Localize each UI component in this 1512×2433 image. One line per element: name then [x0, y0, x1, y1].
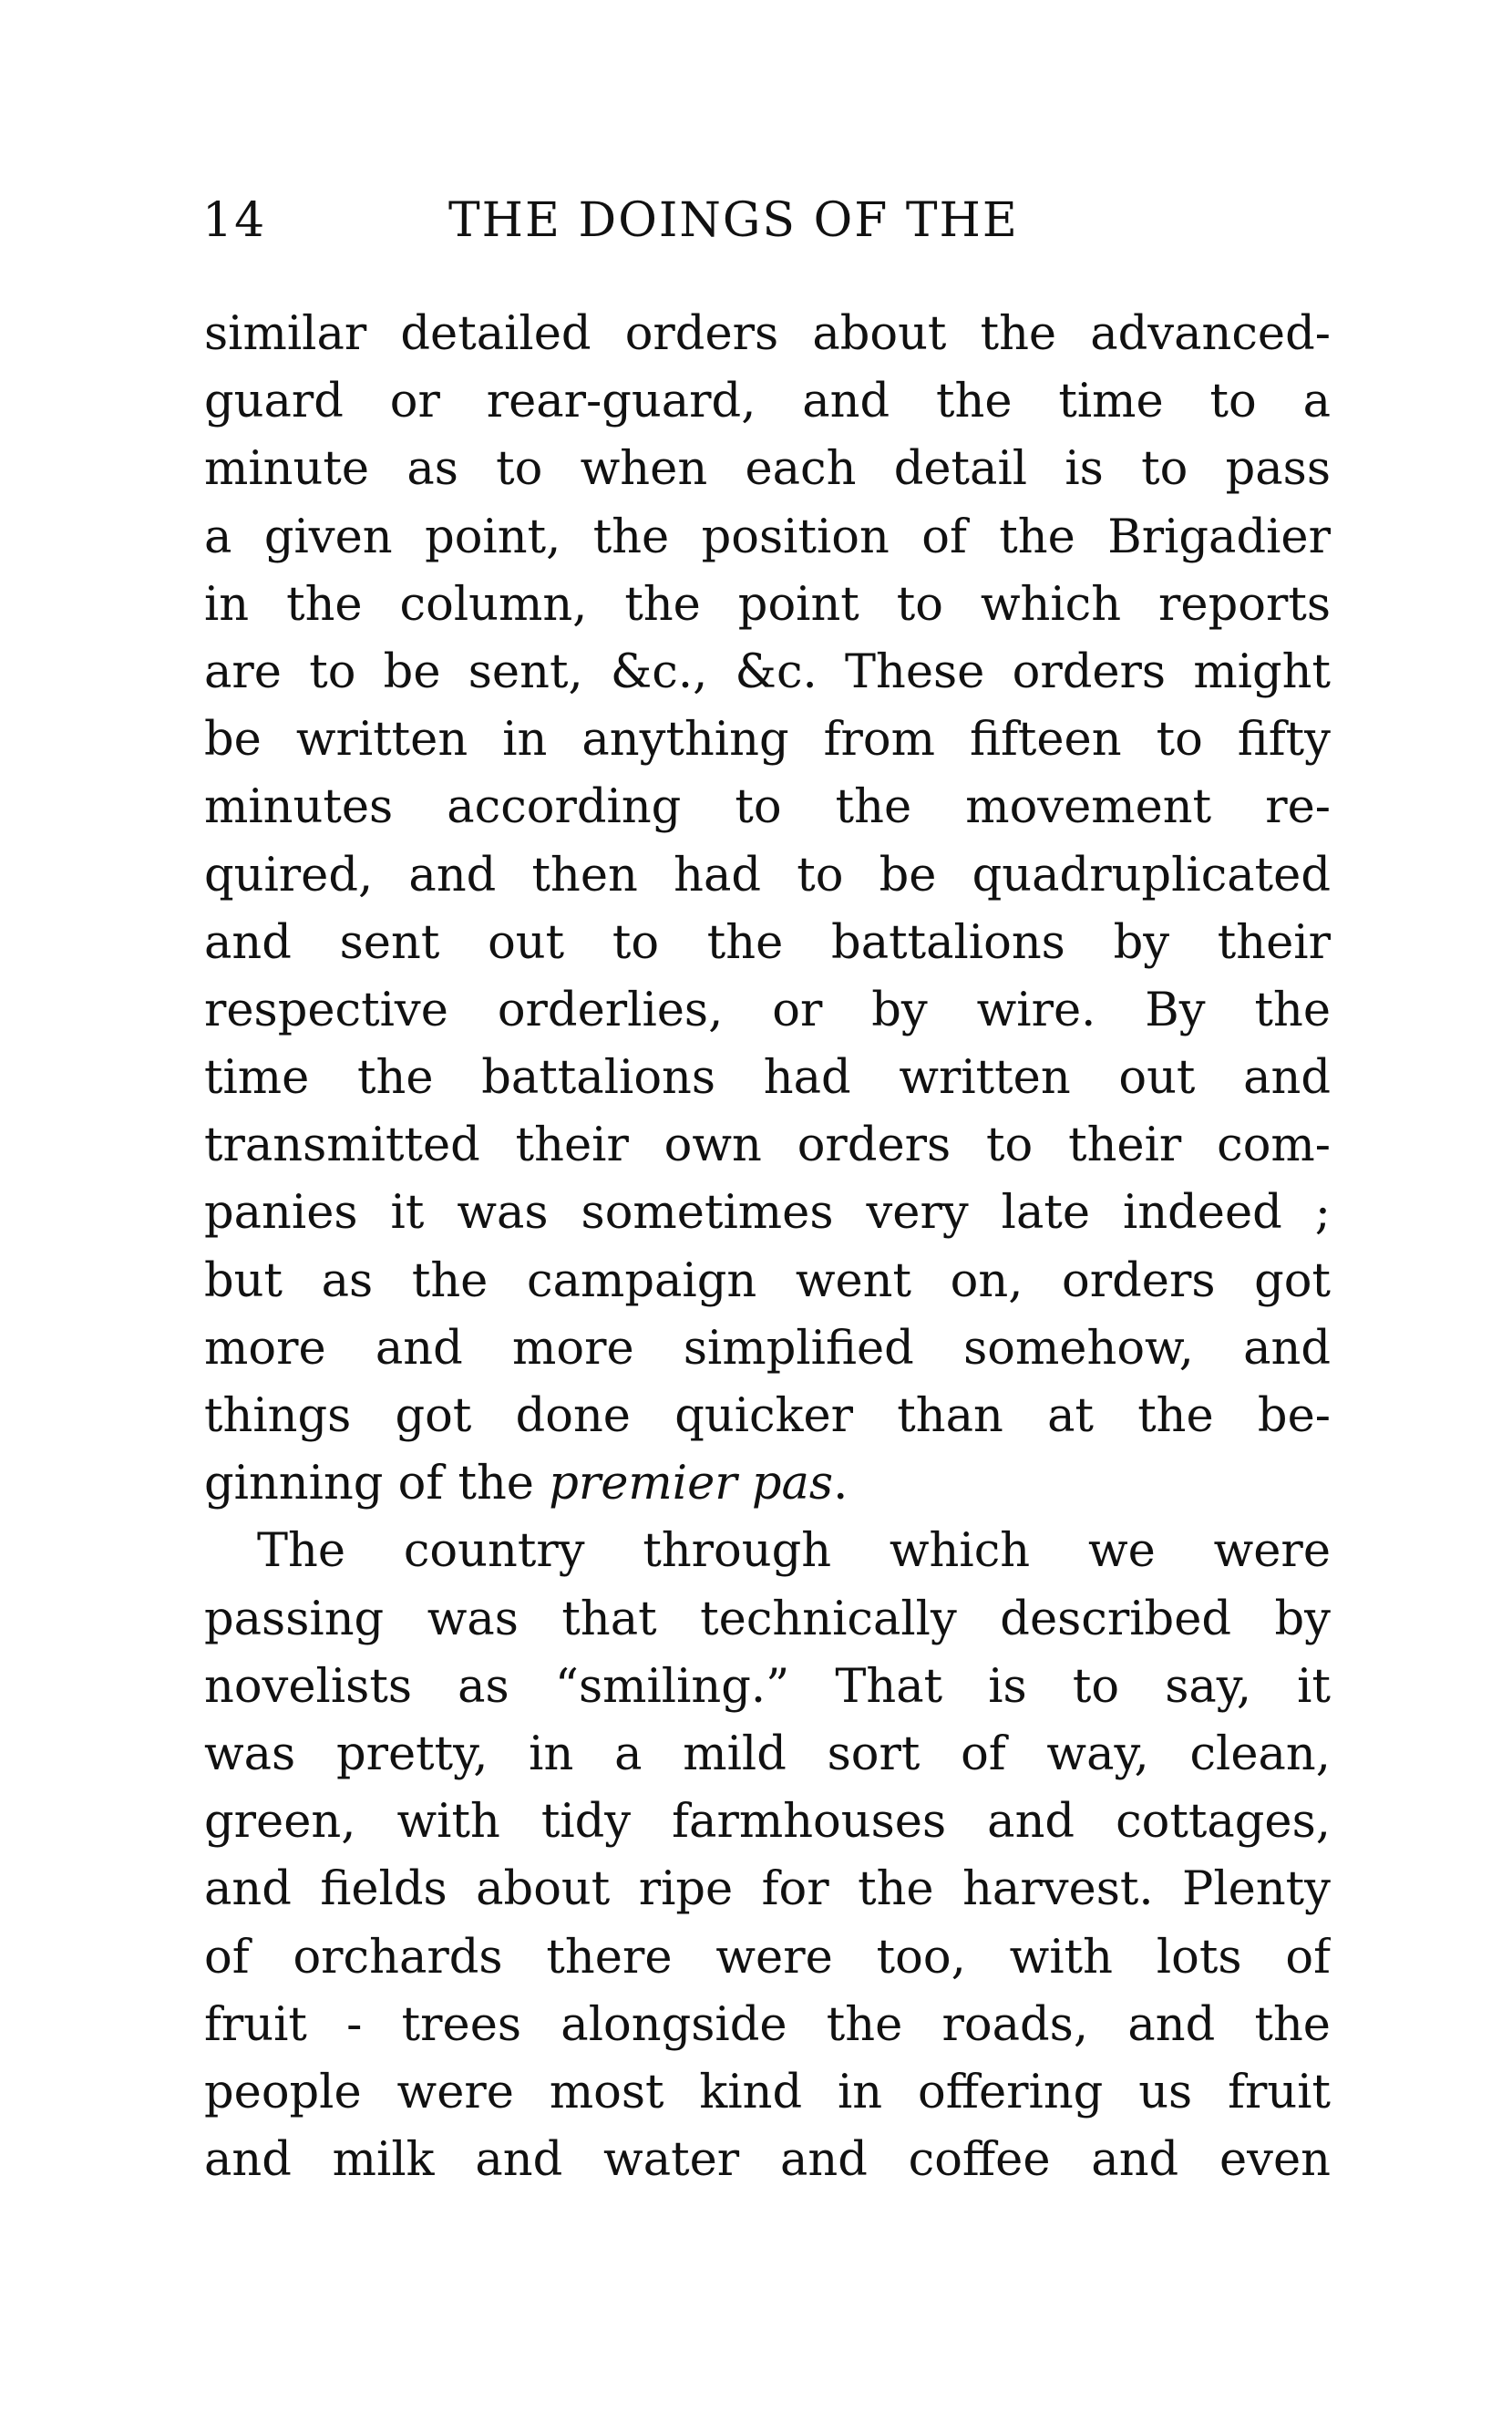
text-line: The country through which we were: [257, 1524, 1331, 1579]
paragraph-2: [204, 1518, 1331, 2194]
text-line: was pretty, in a mild sort of way, clean,: [204, 1727, 1331, 1781]
italic-phrase: premier pas: [549, 1457, 834, 1511]
final-line-end: .: [833, 1457, 849, 1511]
text-line: a given point, the position of the Brigadier: [204, 510, 1331, 564]
text-line: and fields about ripe for the harvest. Plenty: [204, 1862, 1331, 1917]
final-line-start: ginning of the: [204, 1457, 550, 1511]
text-line-final: [204, 1450, 1331, 1518]
text-line: and sent out to the battalions by their: [204, 915, 1331, 970]
text-line: things got done quicker than at the be-: [204, 1389, 1331, 1443]
text-line: respective orderlies, or by wire. By the: [204, 983, 1331, 1037]
text-line: quired, and then had to be quadruplicated: [204, 848, 1331, 902]
text-line: panies it was sometimes very late indeed ;: [204, 1186, 1331, 1241]
text-line: of orchards there were too, with lots of: [204, 1930, 1331, 1985]
text-line: time the battalions had written out and: [204, 1051, 1331, 1106]
text-line: and milk and water and coffee and even: [204, 2133, 1331, 2188]
text-line: green, with tidy farmhouses and cottages,: [204, 1795, 1331, 1850]
body-text: [204, 301, 1331, 2194]
running-head: [202, 193, 1332, 248]
running-title: THE DOINGS OF THE: [448, 193, 1019, 248]
text-line: similar detailed orders about the advanced-: [204, 307, 1331, 361]
text-line: fruit - trees alongside the roads, and the: [204, 1997, 1331, 2052]
text-line: minutes according to the movement re-: [204, 780, 1331, 835]
text-line: passing was that technically described by: [204, 1592, 1331, 1646]
text-line: are to be sent, &c., &c. These orders might: [204, 644, 1331, 699]
text-line: more and more simplified somehow, and: [204, 1321, 1331, 1376]
text-line: transmitted their own orders to their com-: [204, 1119, 1331, 1173]
page-number: 14: [202, 193, 267, 248]
text-line: but as the campaign went on, orders got: [204, 1253, 1331, 1308]
text-line: people were most kind in offering us fruit: [204, 2065, 1331, 2119]
text-line: in the column, the point to which reports: [204, 577, 1331, 632]
paragraph-1: [204, 301, 1331, 1518]
text-line: minute as to when each detail is to pass: [204, 442, 1331, 497]
text-line: guard or rear-guard, and the time to a: [204, 375, 1331, 429]
text-line: be written in anything from fifteen to fifty: [204, 713, 1331, 768]
text-line: novelists as “smiling.” That is to say, it: [204, 1659, 1331, 1714]
